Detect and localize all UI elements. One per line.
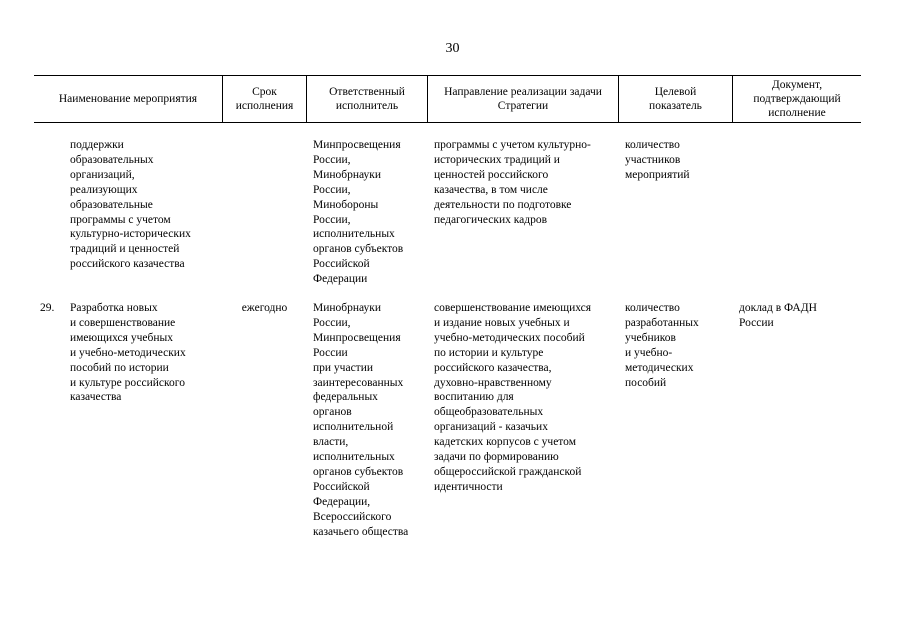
page-number: 30: [445, 41, 460, 56]
header-responsible-text: Ответственный исполнитель: [329, 86, 405, 112]
row-document: доклад в ФАДН России: [739, 302, 817, 329]
header-indicator-text: Целевой показатель: [649, 86, 702, 112]
row-indicator: количество разработанных учебников и учебно- методических пособий: [625, 302, 699, 389]
header-direction-text: Направление реализации задачи Стратегии: [444, 86, 602, 112]
row-name: поддержки образовательных организаций, реализующих образовательные программы с учетом культурно-исторических традиций и ценностей российского казачества: [70, 139, 191, 271]
row-direction: совершенствование имеющихся и издание новых учебных и учебно-методических пособий по истории и культуре российского казачества, духовно-нравственному воспитанию для общеобразовательных организаций - казачьих кадетских корпусов с учетом задачи по формированию общероссийской гражданской идентичности: [434, 302, 592, 493]
row-responsible: Минобрнауки России, Минпросвещения России при участии заинтересованных федеральных органов исполнительной власти, исполнительных органов субъектов Российской Федерации, Всероссийского казачьего общества: [313, 302, 409, 538]
header-term: [223, 76, 306, 122]
header-bottom-rule: [34, 122, 861, 123]
header-term-text: Срок исполнения: [235, 86, 294, 112]
row-term: ежегодно: [241, 302, 288, 314]
header-direction: [428, 76, 618, 122]
header-document-text: Документ, подтверждающий исполнение: [753, 79, 841, 119]
header-name: [34, 76, 222, 122]
row-indicator: количество участников мероприятий: [625, 139, 690, 181]
row-responsible: Минпросвещения России, Минобрнауки России, Минобороны России, исполнительных органов субъектов Российской Федерации: [313, 139, 404, 286]
header-name-text: Наименование мероприятия: [58, 93, 198, 105]
header-document: [733, 76, 861, 122]
row-number: 29.: [40, 302, 55, 314]
row-name: Разработка новых и совершенствование имеющихся учебных и учебно-методических пособий по истории и культуре российского казачества: [70, 302, 186, 404]
header-indicator: [619, 76, 732, 122]
header-responsible: [307, 76, 427, 122]
row-direction: программы с учетом культурно- исторических традиций и ценностей российского казачества, в том числе деятельности по подготовке педагогических кадров: [434, 139, 591, 226]
